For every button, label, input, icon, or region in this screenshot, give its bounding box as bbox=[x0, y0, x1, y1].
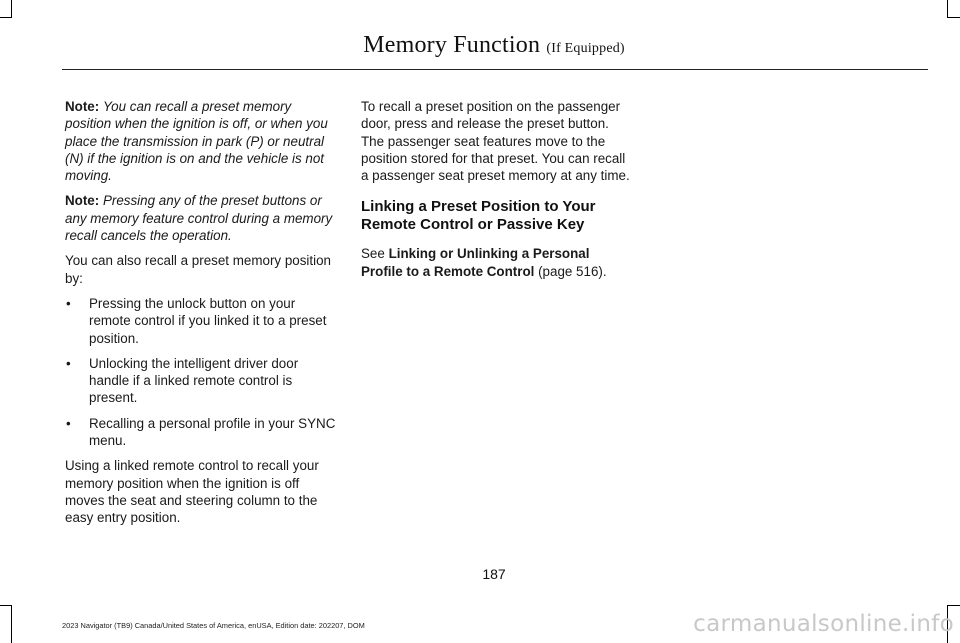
body-paragraph: To recall a preset position on the passenger door, press and release the preset button. The passenger seat features move to the position stored for that preset. You can recall a passenger seat preset memory at any time. bbox=[361, 99, 630, 184]
right-column bbox=[361, 98, 633, 288]
cross-reference-link[interactable]: Linking or Unlinking a Personal Profile to a Remote Control bbox=[361, 246, 590, 279]
intro-paragraph: You can also recall a preset memory position by: bbox=[65, 253, 331, 286]
crop-mark-bottom-right-horizontal bbox=[947, 605, 960, 606]
body-paragraph: Using a linked remote control to recall your memory position when the ignition is off moves the seat and steering column to the easy entry position. bbox=[65, 458, 319, 526]
crop-mark-top-left-horizontal bbox=[0, 17, 12, 18]
note-paragraph bbox=[65, 98, 337, 184]
note-label: Note: bbox=[65, 193, 100, 209]
section-heading: Linking a Preset Position to Your Remote Control or Passive Key bbox=[361, 198, 596, 234]
page-reference: (page 516). bbox=[538, 263, 607, 279]
list-item: • Recalling a personal profile in your SYNC menu. bbox=[65, 415, 337, 450]
page-title-text: Memory Function bbox=[363, 32, 541, 58]
left-column bbox=[65, 98, 337, 535]
crop-mark-top-right-horizontal bbox=[947, 17, 960, 18]
recall-methods-list bbox=[65, 295, 337, 449]
see-prefix: See bbox=[361, 246, 385, 262]
page-title bbox=[0, 32, 960, 59]
crop-mark-top-left-vertical bbox=[11, 0, 12, 18]
list-item: • Pressing the unlock button on your remote control if you linked it to a preset position. bbox=[65, 295, 337, 347]
cross-reference-paragraph bbox=[361, 245, 633, 280]
note-text: Pressing any of the preset buttons or any memory feature control during a memory recall cancels the operation. bbox=[65, 193, 333, 244]
crop-mark-bottom-left-horizontal bbox=[0, 605, 12, 606]
header-divider bbox=[62, 69, 928, 70]
note-text: You can recall a preset memory position when the ignition is off, or when you place the transmission in park (P) or neutral (N) if the ignition is on and the vehicle is not moving. bbox=[65, 99, 328, 184]
page-number: 187 bbox=[482, 566, 506, 582]
footer-edition-info: 2023 Navigator (TB9) Canada/United States of America, enUSA, Edition date: 202207, DOM bbox=[62, 621, 365, 630]
note-label: Note: bbox=[65, 99, 100, 114]
crop-mark-top-right-vertical bbox=[947, 0, 948, 18]
note-paragraph bbox=[65, 192, 337, 244]
crop-mark-bottom-left-vertical bbox=[11, 605, 12, 643]
watermark: carmanualsonline.info bbox=[693, 611, 954, 637]
page-title-qualifier: (If Equipped) bbox=[546, 41, 625, 56]
list-item: • Unlocking the intelligent driver door handle if a linked remote control is present. bbox=[65, 355, 337, 407]
